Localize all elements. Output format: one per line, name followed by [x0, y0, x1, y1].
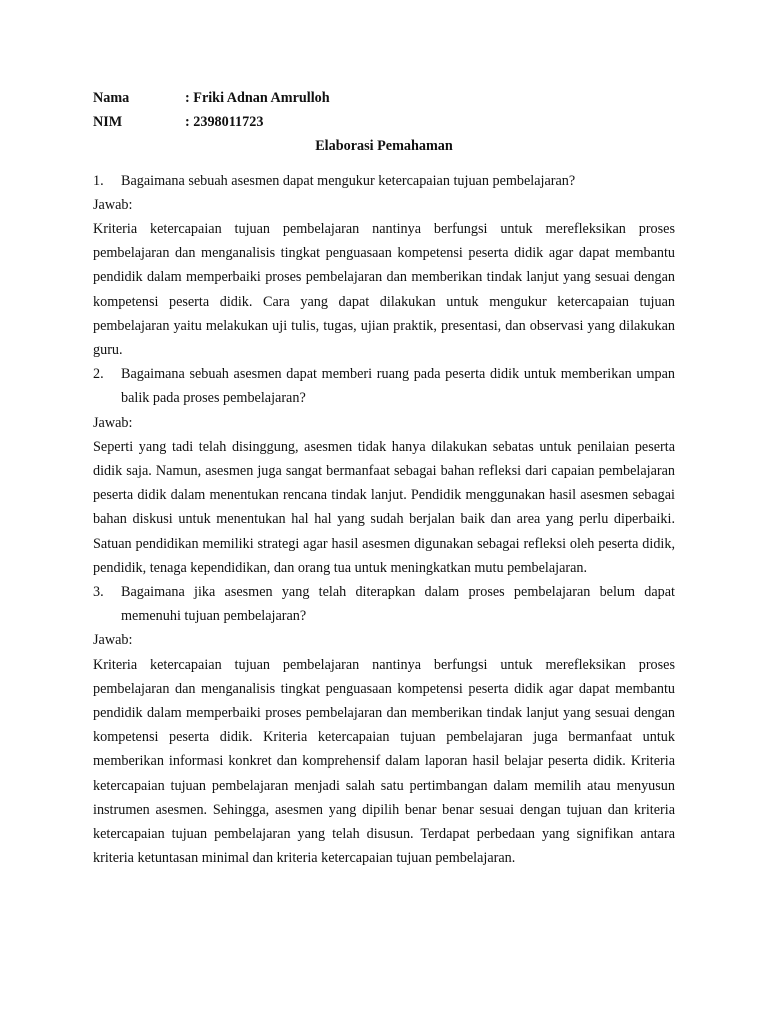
answer-text: Kriteria ketercapaian tujuan pembelajaran nantinya berfungsi untuk merefleksikan proses pembelajaran dan menganalisis tingkat penguasaan kompetensi peserta didik agar dapat membantu pendidik dalam memperbaiki proses pembelajaran dan memberikan tindak lanjut yang sesuai dengan kompetensi peserta didik. Cara yang dapat dilakukan untuk mengukur ketercapaian tujuan pembelajaran yaitu melakukan uji tulis, tugas, ujian praktik, presentasi, dan observasi yang dilakukan guru. — [93, 221, 675, 359]
answer-label: Jawab: — [93, 414, 133, 431]
nim-row — [93, 110, 675, 134]
question-number: 2. — [93, 366, 104, 383]
question-number: 1. — [93, 172, 104, 189]
answer-text: Kriteria ketercapaian tujuan pembelajaran nantinya berfungsi untuk merefleksikan proses pembelajaran dan menganalisis tingkat penguasaan kompetensi peserta didik agar dapat membantu pendidik dalam memperbaiki proses pembelajaran dan memberikan tindak lanjut yang sesuai dengan kompetensi peserta didik. Kriteria ketercapaian tujuan pembelajaran juga bermanfaat untuk memberikan informasi konkret dan komprehensif dalam laporan hasil belajar peserta didik. Kriteria ketercapaian tujuan pembelajaran menjadi salah satu pertimbangan dalam memilih atau menyusun instrumen asesmen. Sehingga, asesmen yang dipilih benar benar sesuai dengan tujuan dan kriteria ketercapaian tujuan pembelajaran yang telah disusun. Terdapat perbedaan yang signifikan antara kriteria ketuntasan minimal dan kriteria ketercapaian tujuan pembelajaran. — [93, 656, 675, 867]
nim-label: NIM — [93, 114, 123, 131]
name-value: : Friki Adnan Amrulloh — [185, 90, 330, 106]
question-text: Bagaimana sebuah asesmen dapat mengukur ketercapaian tujuan pembelajaran? — [121, 172, 576, 189]
question-1 — [93, 169, 675, 193]
answer-text: Seperti yang tadi telah disinggung, asesmen tidak hanya dilakukan sebatas untuk penilaian peserta didik saja. Namun, asesmen juga sangat bermanfaat sebagai bahan refleksi dari capaian pembelajaran peserta didik dalam menentukan rencana tindak lanjut. Pendidik menggunakan hasil asesmen sebagai bahan diskusi untuk menentukan hal hal yang sudah berjalan baik dan area yang perlu diperbaiki. Satuan pendidikan memiliki strategi agar hasil asesmen digunakan sebagai refleksi oleh peserta didik, pendidik, tenaga kependidikan, dan orang tua untuk meningkatkan mutu pembelajaran. — [93, 438, 675, 576]
name-row — [93, 86, 675, 110]
answer-label: Jawab: — [93, 196, 133, 213]
document-content — [93, 86, 675, 871]
question-2 — [93, 362, 675, 410]
answer-label: Jawab: — [93, 632, 133, 649]
nim-value: : 2398011723 — [185, 114, 264, 131]
question-text: Bagaimana jika asesmen yang telah diterapkan dalam proses pembelajaran belum dapat memenuhi tujuan pembelajaran? — [121, 584, 675, 625]
question-3 — [93, 580, 675, 628]
question-number: 3. — [93, 584, 104, 601]
name-label: Nama — [93, 90, 130, 106]
document-title: Elaborasi Pemahaman — [315, 138, 453, 155]
question-text: Bagaimana sebuah asesmen dapat memberi ruang pada peserta didik untuk memberikan umpan balik pada proses pembelajaran? — [121, 366, 675, 407]
